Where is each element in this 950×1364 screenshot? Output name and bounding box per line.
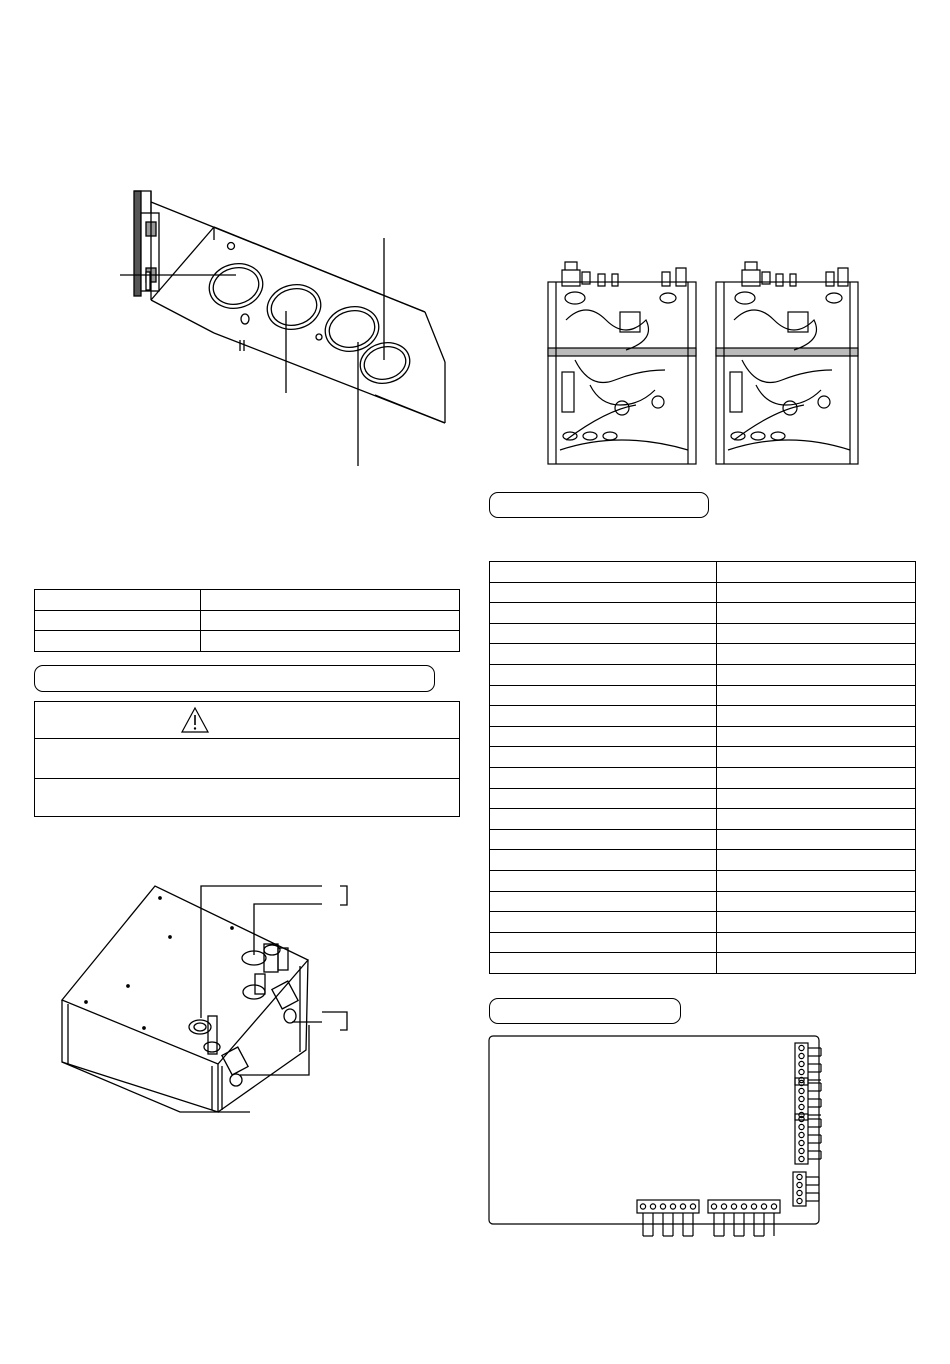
table-cell [35, 610, 201, 631]
table-cell [490, 664, 717, 685]
table-cell [717, 809, 916, 830]
section-heading-right-1 [489, 492, 709, 518]
table-cell [490, 767, 717, 788]
table-cell [490, 953, 717, 974]
warning-line-1 [35, 738, 459, 778]
table-cell [717, 953, 916, 974]
table-cell [717, 788, 916, 809]
table-cell [490, 623, 717, 644]
table-cell [490, 809, 717, 830]
table-row [490, 912, 916, 933]
table-row [490, 891, 916, 912]
table-row [490, 870, 916, 891]
table-cell [490, 726, 717, 747]
table-cell [490, 582, 717, 603]
table-cell [717, 623, 916, 644]
table-row [490, 809, 916, 830]
table-cell [490, 788, 717, 809]
table-cell [717, 582, 916, 603]
section-heading-right-2 [489, 998, 681, 1024]
table-row [490, 644, 916, 665]
table-row [490, 747, 916, 768]
table-cell [717, 912, 916, 933]
table-cell [717, 685, 916, 706]
table-cell [717, 562, 916, 583]
table-cell [490, 870, 717, 891]
table-cell [490, 891, 717, 912]
warning-line-2 [35, 778, 459, 816]
table-row [490, 603, 916, 624]
table-cell [201, 631, 460, 652]
table-cell [717, 706, 916, 727]
table-row [35, 631, 460, 652]
table-cell [490, 932, 717, 953]
table-cell [717, 767, 916, 788]
table-row [490, 664, 916, 685]
table-row [490, 767, 916, 788]
table-cell [35, 590, 201, 611]
table-cell [717, 664, 916, 685]
table-row [490, 788, 916, 809]
table-row [490, 850, 916, 871]
table-row [490, 623, 916, 644]
table-row [35, 590, 460, 611]
table-cell [201, 590, 460, 611]
table-cell [717, 644, 916, 665]
warning-box [34, 701, 460, 817]
table-cell [490, 562, 717, 583]
table-row [490, 829, 916, 850]
table-cell [717, 891, 916, 912]
table-cell [717, 603, 916, 624]
table-row [490, 932, 916, 953]
table-row [490, 582, 916, 603]
table-cell [490, 747, 717, 768]
table-cell [717, 726, 916, 747]
table-cell [490, 706, 717, 727]
table-row [490, 706, 916, 727]
table-cell [717, 747, 916, 768]
table-row [490, 726, 916, 747]
table-cell [717, 932, 916, 953]
table-cell [490, 603, 717, 624]
table-row [35, 610, 460, 631]
table-row [490, 562, 916, 583]
table-cell [490, 685, 717, 706]
table-cell [201, 610, 460, 631]
warning-header [35, 702, 459, 738]
table-cell [490, 912, 717, 933]
table-cell [490, 829, 717, 850]
table-cell [490, 850, 717, 871]
table-cell [717, 829, 916, 850]
table-cell [717, 870, 916, 891]
small-spec-table [34, 589, 460, 652]
warning-triangle-icon [181, 707, 209, 733]
table-cell [717, 850, 916, 871]
table-cell [35, 631, 201, 652]
table-cell [490, 644, 717, 665]
table-row [490, 953, 916, 974]
section-heading-left [34, 665, 435, 692]
table-row [490, 685, 916, 706]
large-spec-table [489, 561, 916, 974]
